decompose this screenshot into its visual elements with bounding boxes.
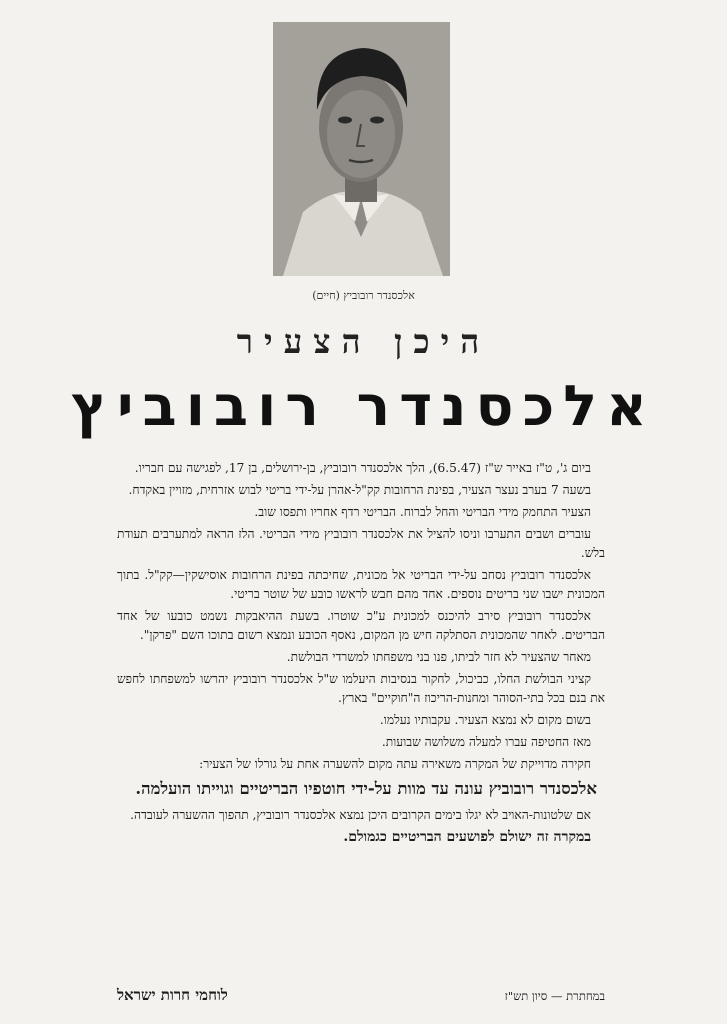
- paragraph: ביום ג', ט"ז באייר ש"ז (6.5.47), הלך אלכסנדר רובוביץ, בן-ירושלים, בן 17, לפגישה עם חבריו.: [134, 461, 591, 475]
- paragraph: חקירה מדוייקת של המקרה משאירה עתה מקום להשערה אחת על גורלו של הצעיר:: [199, 757, 591, 771]
- paragraph: מאז החטיפה עברו למעלה משלושה שבועות.: [381, 735, 591, 749]
- poster-subtitle: היכן הצעיר: [236, 322, 491, 361]
- paragraph: אלכסנדר רובוביץ סירב להיכנס למכונית ע"כ שוטרו. בשעת ההיאבקות נשמט כובעו של אחד הבריטים. לאחר שהמכונית הסתלקה חיש מן המקום, נאסף הכובע ונמצא רשום בתוכו השם "פרקן".: [117, 609, 605, 642]
- poster-footer: [117, 986, 605, 1005]
- paragraph: אלכסנדר רובוביץ נסחב על-ידי הבריטי אל מכונית, שחיכתה בפינת הרחובות אוסישקין—קק"ל. בתוך המכונית ישבו שני בריטים נוספים. אחד מהם חבש לראשו כובע של שוטר בריטי.: [117, 568, 605, 601]
- closing-paragraph: אם שלטונות-האויב לא יגלו בימים הקרובים היכן נמצא אלכסנדר רובוביץ, תהפוך ההשערה לעובדה.: [130, 808, 591, 822]
- paragraph: בשום מקום לא נמצא הצעיר. עקבותיו נעלמו.: [379, 713, 591, 727]
- paragraph: קציני הבולשת החלו, כביכול, לחקור בנסיבות היעלמו ש"ל אלכסנדר רובוביץ יהרשו למשפחתו לחפש את בנם בכל בתי-הסוהר ומחנות-הריכוז ה"חוקיים" בארץ.: [117, 672, 605, 705]
- paragraph: בשעה 7 בערב נעצר הצעיר, בפינת הרחובות קק"ל-אהרן על-ידי בריטי לבוש אזרחית, מזויין באקדח.: [128, 483, 591, 497]
- portrait-photo-icon: [273, 22, 450, 276]
- portrait-photo: [273, 22, 450, 276]
- paragraph: הצעיר התחמק מידי הבריטי והחל לברוח. הבריטי רדף אחריו ותפסו שוב.: [254, 505, 591, 519]
- signature: לוחמי חרות ישראל: [117, 986, 228, 1004]
- photo-caption: אלכסנדר רובוביץ (חיים): [312, 289, 415, 302]
- poster-title: אלכסנדר רובוביץ: [71, 374, 656, 439]
- warning-statement: במקרה זה ישולם לפושעים הבריטיים כגמולם.: [343, 829, 591, 845]
- highlight-statement: אלכסנדר רובוביץ עונה עד מוות על-ידי חוטפיו הבריטיים וגוייתו הועלמה.: [135, 779, 597, 798]
- paragraph: עוברים ושבים התערבו וניסו להציל את אלכסנדר רובוביץ מידי הבריטי. הלז הראה למתערבים תעודת בלש.: [117, 527, 605, 560]
- place-date: במחתרת — סיון תש"ז: [504, 989, 605, 1003]
- poster-body: [117, 459, 605, 850]
- paragraph: מאחר שהצעיר לא חזר לביתו, פנו בני משפחתו למשרדי הבולשת.: [286, 650, 591, 664]
